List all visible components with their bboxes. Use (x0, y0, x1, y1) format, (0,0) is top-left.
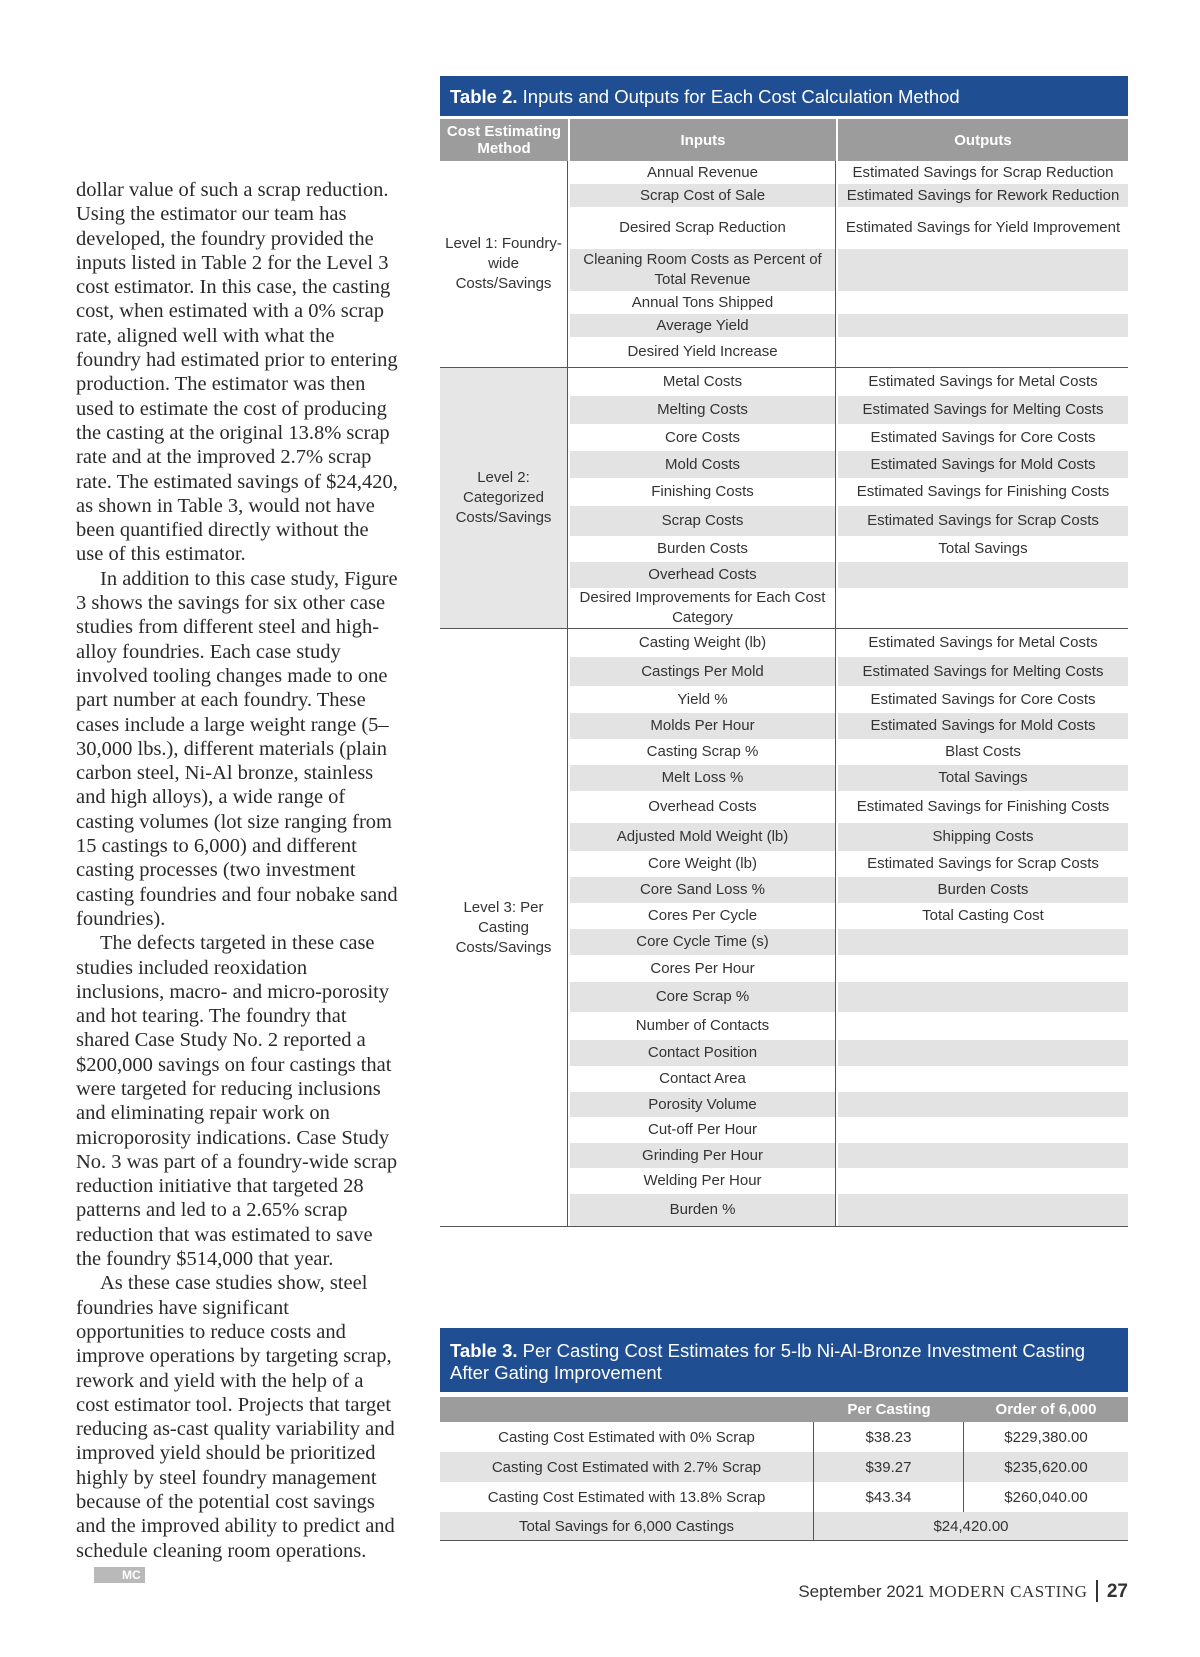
output-cell: Estimated Savings for Mold Costs (838, 451, 1128, 478)
input-cell: Metal Costs (570, 368, 836, 396)
output-cell: Estimated Savings for Rework Reduction (838, 184, 1128, 207)
output-cell (838, 982, 1128, 1012)
output-cell: Estimated Savings for Yield Improvement (845, 219, 1121, 236)
method-group (440, 161, 1128, 367)
header-method: Cost Estimating Method (440, 119, 568, 161)
table-row (568, 657, 1128, 686)
input-cell: Number of Contacts (570, 1012, 836, 1040)
table-row (568, 314, 1128, 337)
article-paragraph-4 (76, 1271, 398, 1587)
table-3-title-label: Table 3. (450, 1340, 518, 1361)
article-body (76, 178, 398, 1587)
order-value: $229,380.00 (1004, 1428, 1088, 1446)
page-number: 27 (1106, 1581, 1128, 1602)
table-row (568, 1194, 1128, 1226)
output-cell (838, 1040, 1128, 1066)
table-row (568, 629, 1128, 657)
output-cell: Estimated Savings for Scrap Costs (838, 506, 1128, 536)
output-cell: Burden Costs (838, 877, 1128, 903)
table-row (440, 1422, 1128, 1452)
per-casting-value: $39.27 (814, 1452, 964, 1482)
output-cell (838, 562, 1128, 588)
table-row (568, 424, 1128, 451)
header-outputs: Outputs (838, 119, 1128, 161)
input-cell: Core Costs (570, 424, 836, 451)
table-row (568, 588, 1128, 628)
input-cell: Yield % (570, 686, 836, 713)
input-cell: Overhead Costs (570, 791, 836, 823)
table-3-title (440, 1328, 1128, 1392)
table-row (568, 368, 1128, 396)
table-row (568, 1040, 1128, 1066)
method-label: Level 3: Per Casting Costs/Savings (440, 629, 568, 1226)
table-row (568, 536, 1128, 562)
input-cell: Core Sand Loss % (570, 877, 836, 903)
footer-divider (1096, 1580, 1098, 1602)
table-row (568, 396, 1128, 424)
output-cell (838, 1143, 1128, 1168)
table-row (568, 791, 1128, 823)
input-cell: Desired Scrap Reduction (570, 207, 836, 249)
table-row (568, 291, 1128, 314)
row-label: Casting Cost Estimated with 0% Scrap (440, 1422, 814, 1452)
output-cell (838, 291, 1128, 314)
input-cell: Scrap Costs (570, 506, 836, 536)
table-row (568, 903, 1128, 929)
output-cell: Estimated Savings for Melting Costs (838, 657, 1128, 686)
table-2-body (440, 161, 1128, 1227)
table-2-title (440, 76, 1128, 116)
input-cell: Porosity Volume (570, 1092, 836, 1117)
magazine-name: MODERN CASTING (928, 1582, 1088, 1601)
table-row (568, 739, 1128, 765)
output-cell: Estimated Savings for Metal Costs (868, 373, 1098, 390)
input-cell: Contact Area (570, 1066, 836, 1092)
output-cell: Estimated Savings for Melting Costs (838, 396, 1128, 424)
input-cell: Burden Costs (570, 536, 836, 562)
table-2-header (440, 119, 1128, 161)
input-cell: Cut-off Per Hour (570, 1117, 836, 1143)
table-row (440, 1482, 1128, 1512)
header-blank (440, 1397, 814, 1422)
table-row (568, 249, 1128, 291)
per-casting-value: $38.23 (814, 1422, 964, 1452)
output-cell: Estimated Savings for Core Costs (870, 690, 1096, 708)
input-cell: Burden % (570, 1194, 836, 1226)
input-cell: Melt Loss % (570, 765, 836, 791)
input-cell: Overhead Costs (570, 562, 836, 588)
input-cell: Cores Per Hour (570, 955, 836, 982)
input-cell: Mold Costs (570, 451, 836, 478)
end-mark-badge: MC (94, 1567, 145, 1583)
table-row (568, 506, 1128, 536)
output-cell (838, 337, 1128, 367)
table-row (568, 337, 1128, 367)
table-3-title-text: Per Casting Cost Estimates for 5-lb Ni-Al-Bronze Investment Casting After Gating Improvement (450, 1340, 1086, 1383)
input-cell: Finishing Costs (570, 478, 836, 506)
input-cell: Molds Per Hour (570, 713, 836, 739)
input-cell: Core Cycle Time (s) (570, 929, 836, 955)
total-value: $24,420.00 (933, 1517, 1009, 1535)
input-cell: Core Scrap % (570, 982, 836, 1012)
table-row (568, 877, 1128, 903)
input-cell: Cores Per Cycle (570, 903, 836, 929)
output-cell: Blast Costs (945, 743, 1021, 760)
table-row (568, 1143, 1128, 1168)
table-row (568, 161, 1128, 184)
article-paragraph-2: In addition to this case study, Figure 3 shows the savings for six other case studies from different steel and high-alloy foundries. Each case study involved tooling changes made to one part number at each foundry. These cases include a large weight range (5–30,000 lbs.), different materials (plain carbon steel, Ni-Al bronze, stainless and high alloys), a wide range of casting volumes (lot size ranging from 15 castings to 6,000) and different casting processes (two investment casting foundries and four nobake sand foundries). (76, 567, 398, 930)
input-cell: Casting Weight (lb) (570, 629, 836, 657)
order-value: $235,620.00 (1004, 1458, 1088, 1476)
output-cell (838, 955, 1128, 982)
table-row (568, 1092, 1128, 1117)
article-paragraph-1: dollar value of such a scrap reduction. Using the estimator our team has developed, the foundry provided the inputs listed in Table 2 for the Level 3 cost estimator. In this case, the casting cost, when estimated with a 0% scrap rate, aligned well with what the foundry had estimated prior to entering production. The estimator was then used to estimate the cost of producing the casting at the original 13.8% scrap rate and at the improved 2.7% scrap rate. The estimated savings of $24,420, as shown in Table 3, would not have been quantified directly without the use of this estimator. (76, 179, 398, 566)
input-cell: Core Weight (lb) (570, 851, 836, 877)
table-row (440, 1452, 1128, 1482)
total-row (440, 1512, 1128, 1541)
row-label: Casting Cost Estimated with 2.7% Scrap (440, 1452, 814, 1482)
output-cell (838, 1168, 1128, 1194)
input-cell: Desired Yield Increase (570, 337, 836, 367)
output-cell: Shipping Costs (838, 823, 1128, 851)
output-cell (838, 249, 1128, 291)
output-cell: Estimated Savings for Finishing Costs (856, 483, 1110, 500)
output-cell: Estimated Savings for Core Costs (870, 428, 1096, 446)
output-cell (838, 929, 1128, 955)
output-cell: Estimated Savings for Mold Costs (838, 713, 1128, 739)
table-row (568, 478, 1128, 506)
input-cell: Melting Costs (570, 396, 836, 424)
per-casting-value: $43.34 (814, 1482, 964, 1512)
method-label: Level 2: Categorized Costs/Savings (440, 368, 568, 628)
output-cell (838, 1092, 1128, 1117)
table-3-header (440, 1397, 1128, 1422)
method-group (440, 367, 1128, 628)
output-cell: Estimated Savings for Scrap Costs (867, 855, 1099, 872)
table-3 (440, 1328, 1128, 1541)
output-cell (838, 1066, 1128, 1092)
table-row (568, 562, 1128, 588)
table-row (568, 823, 1128, 851)
output-cell: Estimated Savings for Scrap Reduction (852, 163, 1114, 181)
input-cell: Adjusted Mold Weight (lb) (570, 823, 836, 851)
output-cell (838, 1117, 1128, 1143)
table-2 (440, 76, 1128, 1227)
input-cell: Scrap Cost of Sale (570, 184, 836, 207)
input-cell: Average Yield (570, 314, 836, 337)
output-cell: Estimated Savings for Finishing Costs (856, 798, 1110, 815)
article-paragraph-3: The defects targeted in these case studies included reoxidation inclusions, macro- and micro-porosity and hot tearing. The foundry that shared Case Study No. 2 reported a $200,000 savings on four castings that were targeted for reducing inclusions and eliminating repair work on microporosity indications. Case Study No. 3 was part of a foundry-wide scrap reduction initiative that targeted 28 patterns and led to a 2.65% scrap reduction that was estimated to save the foundry $514,000 that year. (76, 932, 398, 1271)
output-cell (838, 314, 1128, 337)
input-cell: Annual Revenue (570, 161, 836, 184)
table-row (568, 1168, 1128, 1194)
table-row (568, 1012, 1128, 1040)
table-row (568, 982, 1128, 1012)
table-row (568, 184, 1128, 207)
table-row (568, 851, 1128, 877)
input-cell: Casting Scrap % (570, 739, 836, 765)
output-cell: Total Savings (938, 540, 1028, 557)
article-paragraph-4-text: As these case studies show, steel foundries have significant opportunities to reduce costs and improve operations by targeting scrap, rework and yield with the help of a cost estimator tool. Projects that target reducing as-cast quality variability and improved yield should be prioritized highly by steel foundry management because of the potential cost savings and the improved ability to predict and schedule cleaning room operations. (76, 1272, 395, 1562)
input-cell: Castings Per Mold (570, 657, 836, 686)
table-row (568, 955, 1128, 982)
table-row (568, 713, 1128, 739)
output-cell (838, 1194, 1128, 1226)
header-per-casting: Per Casting (847, 1401, 931, 1418)
input-cell: Desired Improvements for Each Cost Category (570, 588, 836, 628)
output-cell: Total Savings (838, 765, 1128, 791)
input-cell: Contact Position (570, 1040, 836, 1066)
table-2-title-label: Table 2. (450, 86, 518, 107)
table-row (568, 929, 1128, 955)
row-label: Casting Cost Estimated with 13.8% Scrap (440, 1482, 814, 1512)
header-order: Order of 6,000 (995, 1401, 1097, 1418)
input-cell: Annual Tons Shipped (570, 291, 836, 314)
method-label: Level 1: Foundry-wide Costs/Savings (440, 161, 568, 367)
output-cell: Estimated Savings for Metal Costs (868, 634, 1098, 651)
header-inputs: Inputs (570, 119, 836, 161)
method-group (440, 628, 1128, 1226)
table-row (568, 1066, 1128, 1092)
table-row (568, 765, 1128, 791)
output-cell (838, 1012, 1128, 1040)
table-row (568, 686, 1128, 713)
total-label: Total Savings for 6,000 Castings (440, 1512, 814, 1540)
table-row (568, 451, 1128, 478)
output-cell (838, 588, 1128, 628)
table-row (568, 1117, 1128, 1143)
input-cell: Welding Per Hour (570, 1168, 836, 1194)
input-cell: Grinding Per Hour (570, 1143, 836, 1168)
table-row (568, 207, 1128, 249)
order-value: $260,040.00 (1004, 1488, 1088, 1506)
issue-date: September 2021 (798, 1582, 925, 1601)
output-cell: Total Casting Cost (922, 907, 1044, 924)
page-footer (798, 1580, 1128, 1603)
input-cell: Cleaning Room Costs as Percent of Total Revenue (570, 249, 836, 291)
table-2-title-text: Inputs and Outputs for Each Cost Calculation Method (517, 86, 960, 107)
